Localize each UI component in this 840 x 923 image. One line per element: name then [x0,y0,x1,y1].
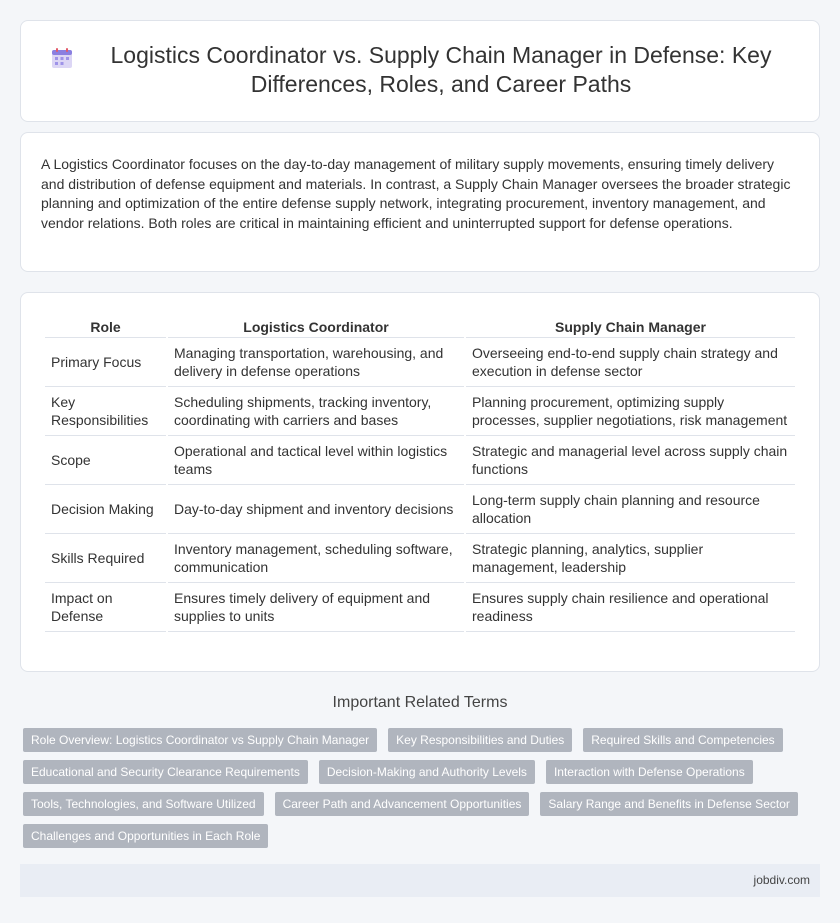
related-term-tag[interactable]: Tools, Technologies, and Software Utilized [23,792,264,816]
title-card [20,20,820,122]
row-label: Impact on Defense [45,583,166,632]
related-term-tag[interactable]: Decision-Making and Authority Levels [319,760,535,784]
intro-card [20,132,820,272]
supply-chain-manager-cell: Strategic and managerial level across supply chain functions [466,436,795,485]
logistics-coordinator-cell: Inventory management, scheduling software, communication [168,534,464,583]
logistics-coordinator-cell: Operational and tactical level within logistics teams [168,436,464,485]
related-terms-list [20,728,820,856]
table-row [45,338,795,387]
related-term-tag[interactable]: Challenges and Opportunities in Each Role [23,824,268,848]
row-label: Primary Focus [45,338,166,387]
table-header-row [45,313,795,338]
logistics-coordinator-cell: Day-to-day shipment and inventory decisions [168,485,464,534]
row-label: Key Responsibilities [45,387,166,436]
column-header-supply-chain-manager: Supply Chain Manager [466,313,795,338]
calendar-icon [51,47,73,69]
related-term-tag[interactable]: Required Skills and Competencies [583,728,782,752]
comparison-card [20,292,820,672]
table-row [45,436,795,485]
table-row [45,583,795,632]
footer-site-link[interactable]: jobdiv.com [753,873,810,887]
footer [20,864,820,897]
supply-chain-manager-cell: Ensures supply chain resilience and operational readiness [466,583,795,632]
row-label: Decision Making [45,485,166,534]
table-row [45,387,795,436]
logistics-coordinator-cell: Managing transportation, warehousing, and delivery in defense operations [168,338,464,387]
table-row [45,534,795,583]
title-row [51,41,789,99]
page-title: Logistics Coordinator vs. Supply Chain Manager in Defense: Key Differences, Roles, and Career Paths [110,42,772,97]
supply-chain-manager-cell: Strategic planning, analytics, supplier management, leadership [466,534,795,583]
column-header-role: Role [45,313,166,338]
related-term-tag[interactable]: Salary Range and Benefits in Defense Sector [540,792,797,816]
related-term-tag[interactable]: Role Overview: Logistics Coordinator vs Supply Chain Manager [23,728,377,752]
comparison-table [43,313,797,632]
row-label: Skills Required [45,534,166,583]
related-term-tag[interactable]: Key Responsibilities and Duties [388,728,572,752]
supply-chain-manager-cell: Long-term supply chain planning and resource allocation [466,485,795,534]
related-term-tag[interactable]: Interaction with Defense Operations [546,760,753,784]
related-term-tag[interactable]: Career Path and Advancement Opportunities [275,792,530,816]
supply-chain-manager-cell: Overseeing end-to-end supply chain strategy and execution in defense sector [466,338,795,387]
logistics-coordinator-cell: Scheduling shipments, tracking inventory, coordinating with carriers and bases [168,387,464,436]
intro-text: A Logistics Coordinator focuses on the day-to-day management of military supply movements, ensuring timely delivery and distribution of defense equipment and materials. In contrast, a Supply Chain Manager oversees the broader strategic planning and optimization of the entire defense supply network, integrating procurement, inventory management, and vendor relations. Both roles are critical in maintaining efficient and uninterrupted support for defense operations. [41,156,791,231]
related-terms-heading: Important Related Terms [332,694,508,711]
row-label: Scope [45,436,166,485]
related-term-tag[interactable]: Educational and Security Clearance Requirements [23,760,308,784]
table-row [45,485,795,534]
logistics-coordinator-cell: Ensures timely delivery of equipment and supplies to units [168,583,464,632]
supply-chain-manager-cell: Planning procurement, optimizing supply processes, supplier negotiations, risk management [466,387,795,436]
column-header-logistics-coordinator: Logistics Coordinator [168,313,464,338]
